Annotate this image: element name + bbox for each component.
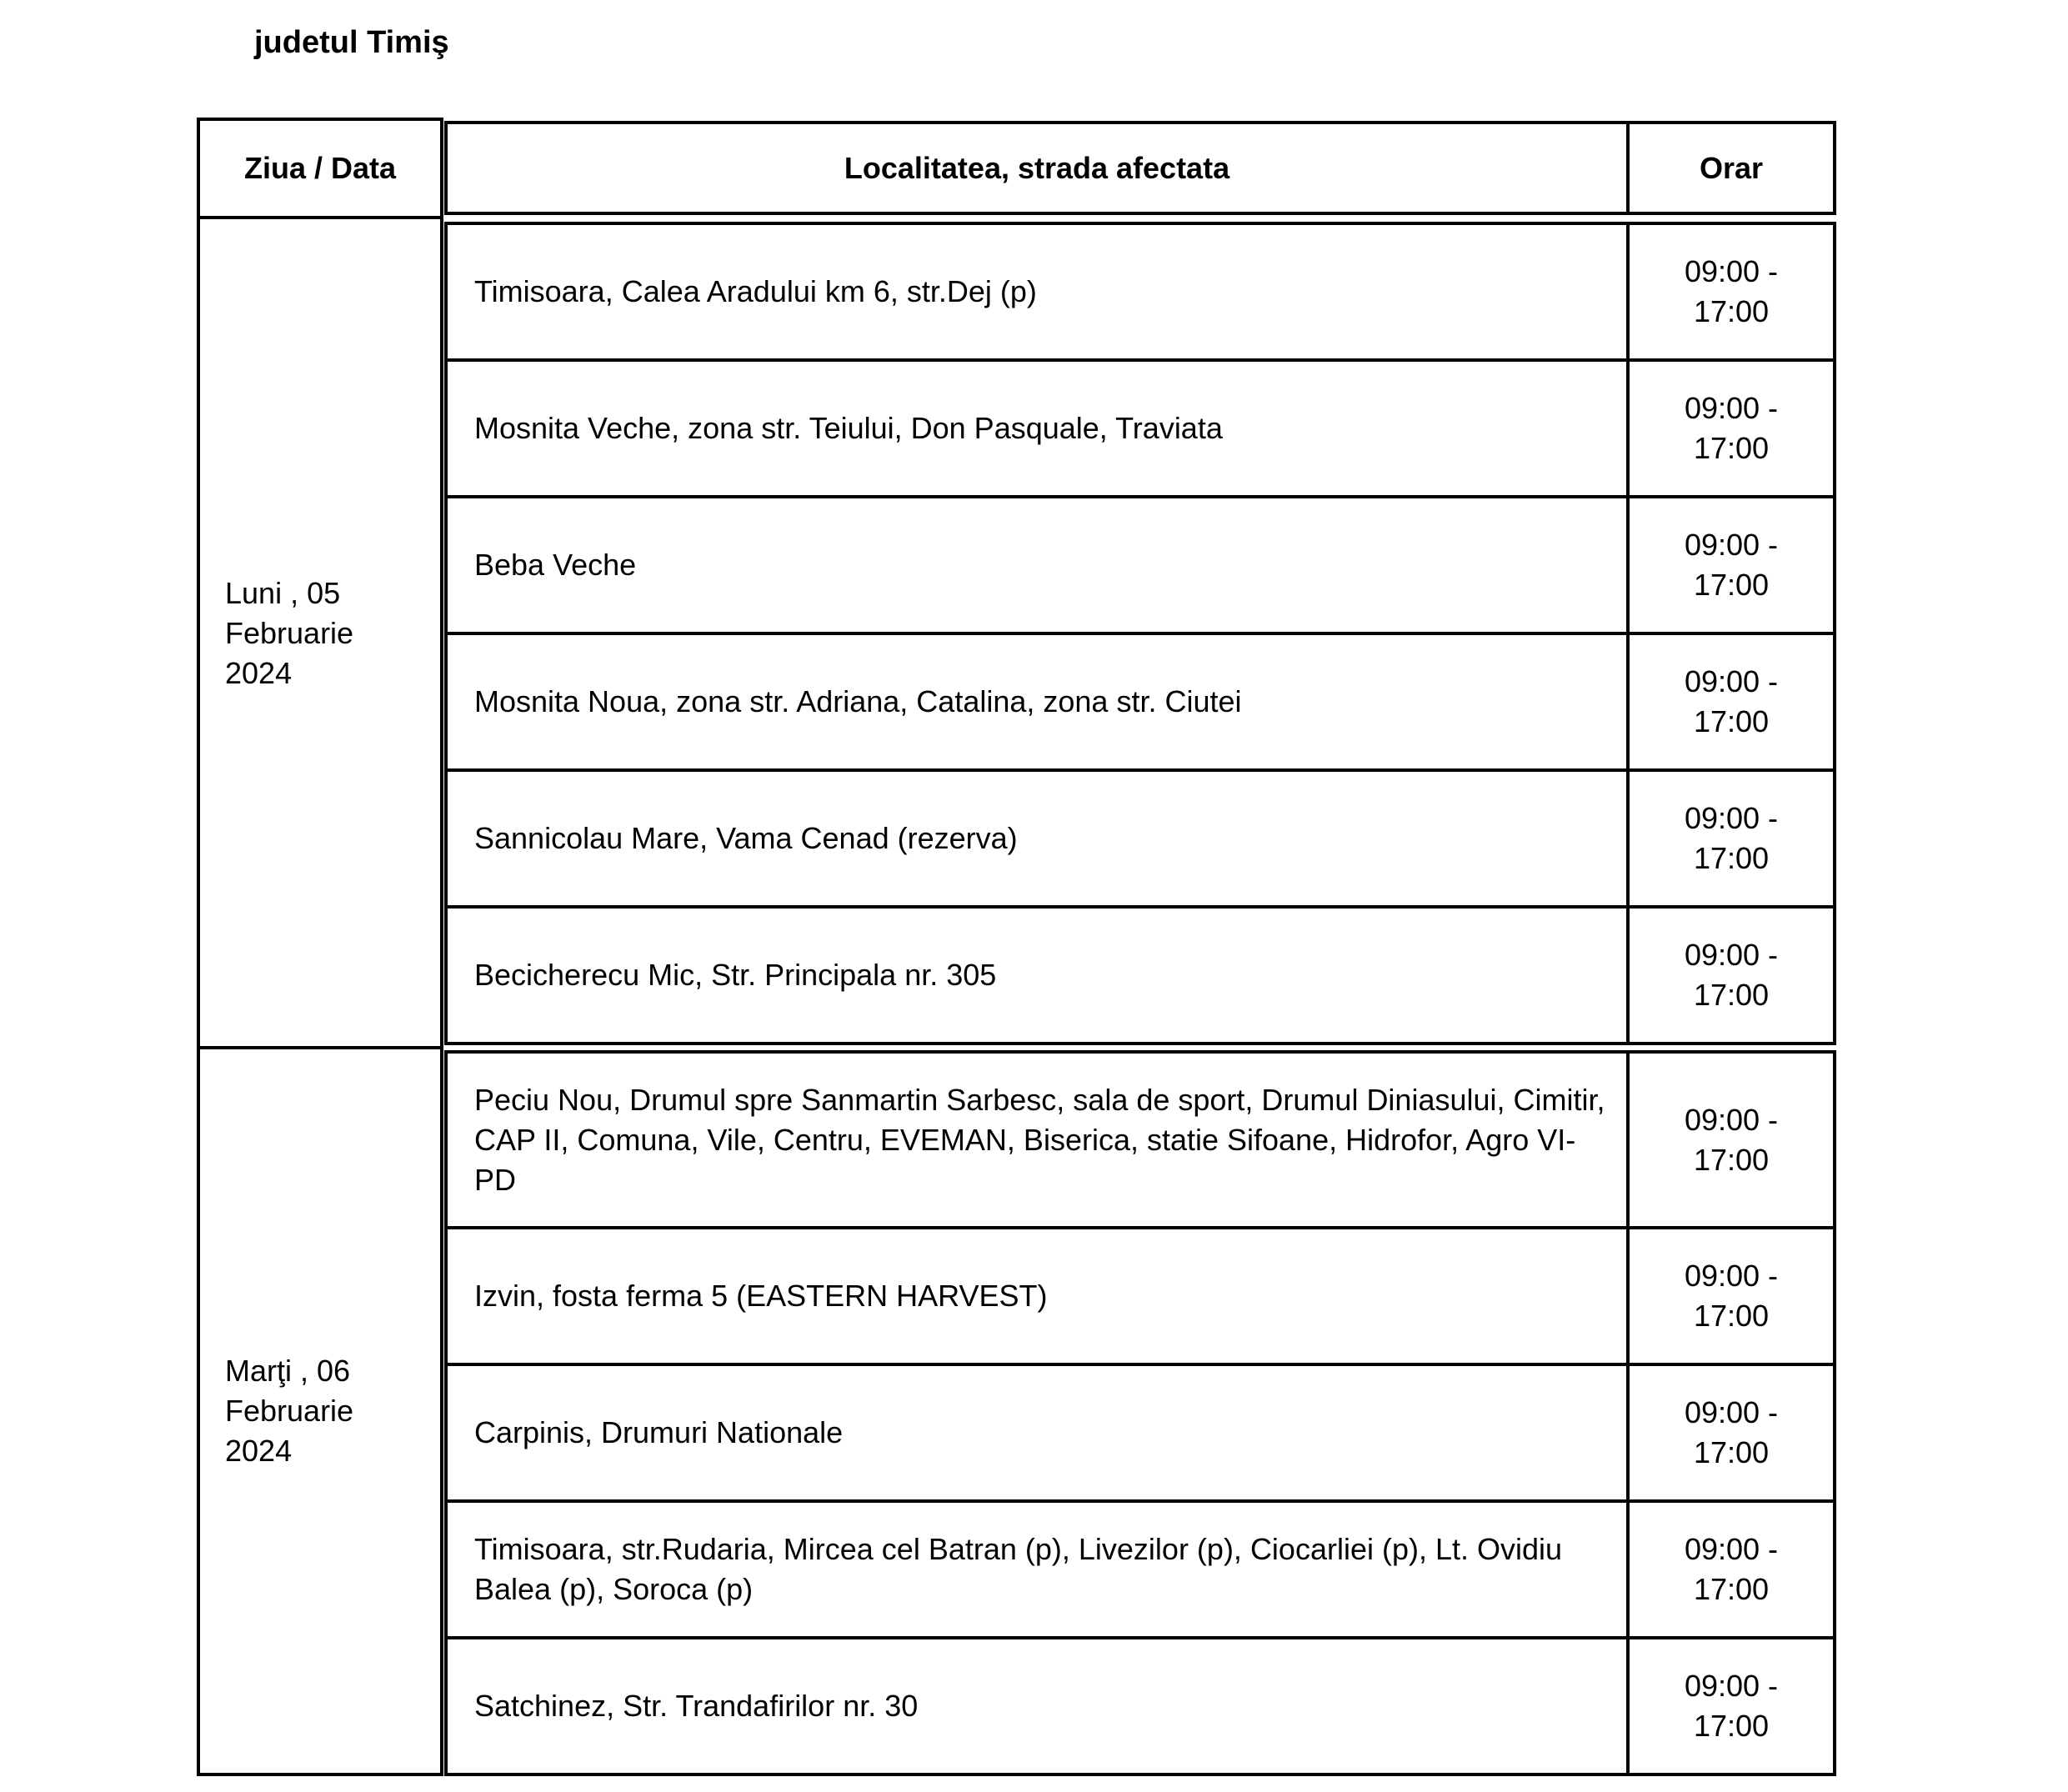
location-text: Satchinez, Str. Trandafirilor nr. 30 xyxy=(474,1689,919,1723)
day-cell xyxy=(197,1046,443,1776)
location-cell xyxy=(444,768,1630,909)
page-title: judetul Timiş xyxy=(254,25,449,60)
day-label: Luni , 05 Februarie 2024 xyxy=(225,575,354,690)
header-schedule xyxy=(1626,121,1836,215)
location-text: Mosnita Noua, zona str. Adriana, Catalina, zona str. Ciutei xyxy=(474,684,1242,718)
day-label: Marţi , 06 Februarie 2024 xyxy=(225,1354,354,1468)
location-cell xyxy=(444,1363,1630,1503)
time-cell xyxy=(1626,632,1836,772)
time-text: 09:00 - 17:00 xyxy=(1684,664,1779,738)
location-cell xyxy=(444,632,1630,772)
time-text: 09:00 - 17:00 xyxy=(1684,528,1779,602)
time-cell xyxy=(1626,495,1836,635)
time-cell xyxy=(1626,1050,1836,1229)
header-location xyxy=(444,121,1630,215)
time-cell xyxy=(1626,1226,1836,1366)
location-text: Beba Veche xyxy=(474,548,637,582)
location-text: Carpinis, Drumuri Nationale xyxy=(474,1415,844,1449)
location-text: Izvin, fosta ferma 5 (EASTERN HARVEST) xyxy=(474,1279,1048,1313)
header-day-label: Ziua / Data xyxy=(243,151,397,185)
time-text: 09:00 - 17:00 xyxy=(1684,1102,1779,1177)
location-text: Timisoara, str.Rudaria, Mircea cel Batran (p), Livezilor (p), Ciocarliei (p), Lt. Ovidiu Balea (p), Soroca (p) xyxy=(474,1532,1563,1606)
location-cell xyxy=(444,1226,1630,1366)
location-cell xyxy=(444,222,1630,362)
header-schedule-label: Orar xyxy=(1699,150,1764,185)
time-text: 09:00 - 17:00 xyxy=(1684,1669,1779,1743)
location-text: Becicherecu Mic, Str. Principala nr. 305 xyxy=(474,958,997,992)
time-cell xyxy=(1626,222,1836,362)
time-cell xyxy=(1626,768,1836,909)
header-location-label: Localitatea, strada afectata xyxy=(844,150,1230,185)
time-text: 09:00 - 17:00 xyxy=(1684,1395,1779,1469)
time-cell xyxy=(1626,1636,1836,1776)
time-text: 09:00 - 17:00 xyxy=(1684,1532,1779,1606)
time-cell xyxy=(1626,1499,1836,1639)
time-text: 09:00 - 17:00 xyxy=(1684,1259,1779,1333)
location-text: Sannicolau Mare, Vama Cenad (rezerva) xyxy=(474,821,1018,855)
location-cell xyxy=(444,1636,1630,1776)
time-cell xyxy=(1626,358,1836,498)
location-cell xyxy=(444,495,1630,635)
location-cell xyxy=(444,358,1630,498)
time-text: 09:00 - 17:00 xyxy=(1684,938,1779,1012)
location-text: Timisoara, Calea Aradului km 6, str.Dej (p) xyxy=(474,274,1037,308)
location-text: Peciu Nou, Drumul spre Sanmartin Sarbesc, sala de sport, Drumul Diniasului, Cimitir, CAP II, Comuna, Vile, Centru, EVEMAN, Biserica, statie Sifoane, Hidrofor, Agro VI-PD xyxy=(474,1082,1605,1197)
time-cell xyxy=(1626,905,1836,1045)
location-cell xyxy=(444,905,1630,1045)
location-cell xyxy=(444,1499,1630,1639)
time-text: 09:00 - 17:00 xyxy=(1684,254,1779,328)
time-text: 09:00 - 17:00 xyxy=(1684,391,1779,465)
location-cell xyxy=(444,1050,1630,1229)
time-text: 09:00 - 17:00 xyxy=(1684,801,1779,875)
location-text: Mosnita Veche, zona str. Teiului, Don Pasquale, Traviata xyxy=(474,411,1223,445)
header-day xyxy=(197,118,443,219)
time-cell xyxy=(1626,1363,1836,1503)
day-cell xyxy=(197,216,443,1050)
